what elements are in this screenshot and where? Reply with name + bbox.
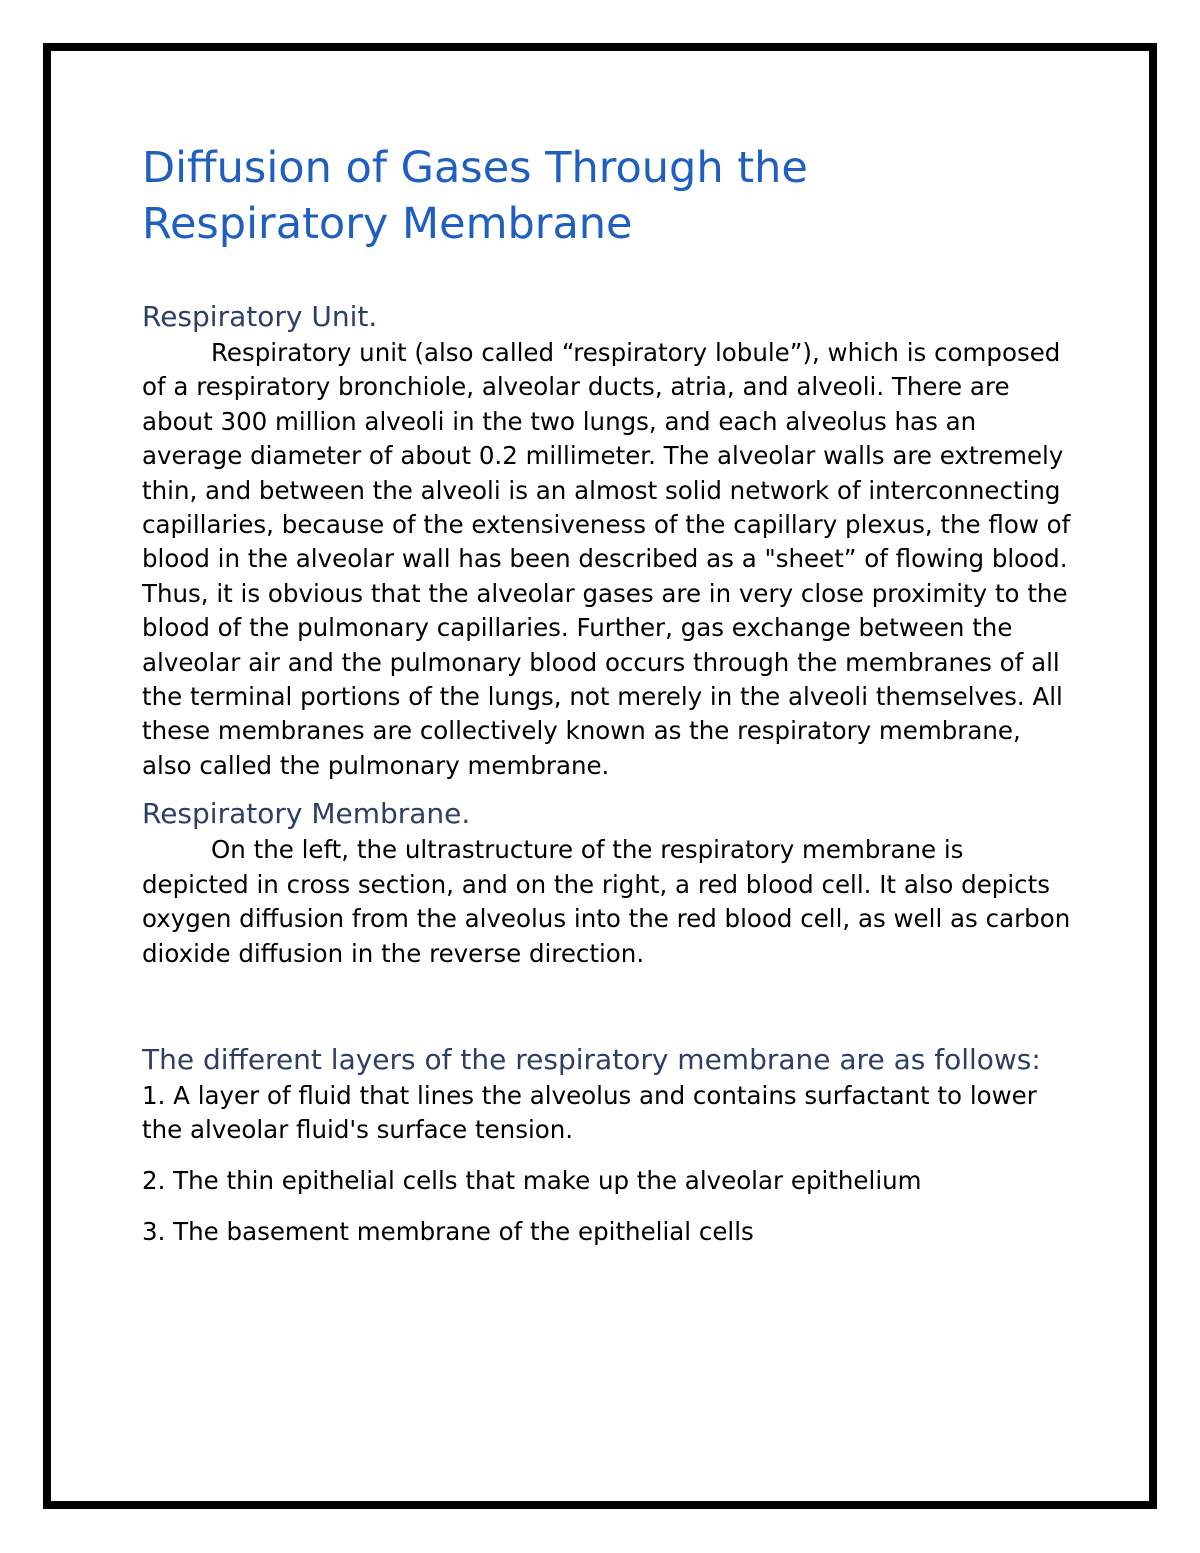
document-title xyxy=(142,140,1072,252)
respiratory-unit-paragraph: Respiratory unit (also called “respiratory lobule”), which is composed of a respiratory bronchiole, alveolar ducts, atria, and alveoli. There are about 300 million alveoli in the two lungs, and each alveolus has an average diameter of about 0.2 millimeter. The alveolar walls are extremely thin, and between the alveoli is an almost solid network of interconnecting capillaries, because of the extensiveness of the capillary plexus, the flow of blood in the alveolar wall has been described as a "sheet” of flowing blood. Thus, it is obvious that the alveolar gases are in very close proximity to the blood of the pulmonary capillaries. Further, gas exchange between the alveolar air and the pulmonary blood occurs through the membranes of all the terminal portions of the lungs, not merely in the alveoli themselves. All these membranes are collectively known as the respiratory membrane, also called the pulmonary membrane. xyxy=(142,338,1071,780)
respiratory-membrane-paragraph: On the left, the ultrastructure of the respiratory membrane is depicted in cross section, and on the right, a red blood cell. It also depicts oxygen diffusion from the alveolus into the red blood cell, as well as carbon dioxide diffusion in the reverse direction. xyxy=(142,835,1071,968)
layer-list-item-1: 1. A layer of fluid that lines the alveolus and contains surfactant to lower the alveolar fluid's surface tension. xyxy=(142,1080,1037,1145)
respiratory-unit-heading: Respiratory Unit. xyxy=(142,300,378,333)
document-content xyxy=(142,140,1072,1250)
layers-heading: The different layers of the respiratory membrane are as follows: xyxy=(142,1042,1041,1076)
document-title-line-1: Diffusion of Gases Through the xyxy=(142,143,808,193)
layer-list-item-2: 2. The thin epithelial cells that make up the alveolar epithelium xyxy=(142,1165,922,1195)
respiratory-membrane-heading: Respiratory Membrane. xyxy=(142,797,471,831)
document-title-line-2: Respiratory Membrane xyxy=(142,199,633,249)
layer-list-item-3: 3. The basement membrane of the epithelial cells xyxy=(142,1217,754,1247)
